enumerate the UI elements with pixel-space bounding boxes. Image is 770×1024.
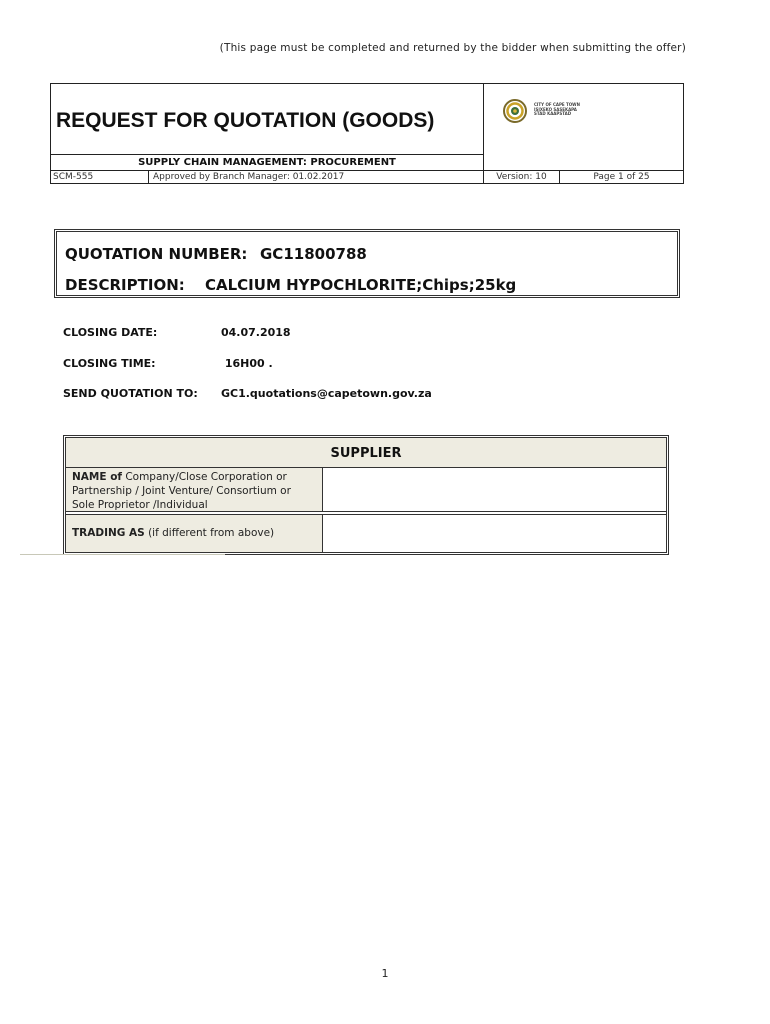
doc-code: SCM-555 xyxy=(53,171,149,184)
trading-as-label-rest: (if different from above) xyxy=(144,527,275,539)
supplier-name-label xyxy=(66,468,323,512)
instruction-note: (This page must be completed and returned by the bidder when submitting the offer) xyxy=(219,42,686,54)
document-subtitle: SUPPLY CHAIN MANAGEMENT: PROCUREMENT xyxy=(51,154,484,170)
logo-line: STAD KAAPSTAD xyxy=(534,111,572,116)
description-line xyxy=(65,276,517,294)
supplier-table xyxy=(63,435,669,555)
document-header xyxy=(50,83,684,184)
closing-date-label: CLOSING DATE: xyxy=(63,326,158,339)
closing-date-row xyxy=(63,326,291,339)
quotation-box xyxy=(54,229,680,298)
quotation-number-label: QUOTATION NUMBER: xyxy=(65,245,248,263)
document-meta-row xyxy=(51,170,683,183)
page-count: Page 1 of 25 xyxy=(593,172,650,182)
send-to-row xyxy=(63,387,432,400)
description-value: CALCIUM HYPOCHLORITE;Chips;25kg xyxy=(205,276,517,294)
closing-date-value: 04.07.2018 xyxy=(221,326,291,339)
logo-text xyxy=(534,103,580,117)
quotation-number-line xyxy=(65,245,367,263)
supplier-name-label-bold: NAME of xyxy=(72,471,122,483)
logo-line: CITY OF CAPE TOWN xyxy=(534,102,580,107)
description-label: DESCRIPTION: xyxy=(65,276,185,294)
closing-time-value: 16H00 . xyxy=(221,357,273,370)
closing-time-row xyxy=(63,357,273,370)
send-to-label: SEND QUOTATION TO: xyxy=(63,387,198,400)
send-to-email: GC1.quotations@capetown.gov.za xyxy=(221,387,432,400)
page-number: 1 xyxy=(381,967,389,980)
city-logo xyxy=(484,84,683,170)
approval-info: Approved by Branch Manager: 01.02.2017 xyxy=(149,171,484,184)
logo-line: ISIXEKO SASEKAPA xyxy=(534,106,577,112)
supplier-name-field[interactable] xyxy=(323,468,666,512)
supplier-name-label-rest: Company/Close Corporation or Partnership / Joint Venture/ Consortium or Sole Proprietor /Individual xyxy=(72,471,291,511)
version: Version: 10 xyxy=(484,171,560,184)
document-title: REQUEST FOR QUOTATION (GOODS) xyxy=(51,84,484,154)
supplier-heading: SUPPLIER xyxy=(66,438,666,468)
trading-as-label xyxy=(66,515,323,552)
closing-time-label: CLOSING TIME: xyxy=(63,357,156,370)
trading-as-field[interactable] xyxy=(323,515,666,552)
trading-as-label-bold: TRADING AS xyxy=(72,527,145,539)
divider-line xyxy=(20,554,225,555)
city-emblem-icon xyxy=(500,96,530,126)
quotation-number-value: GC11800788 xyxy=(260,245,367,263)
